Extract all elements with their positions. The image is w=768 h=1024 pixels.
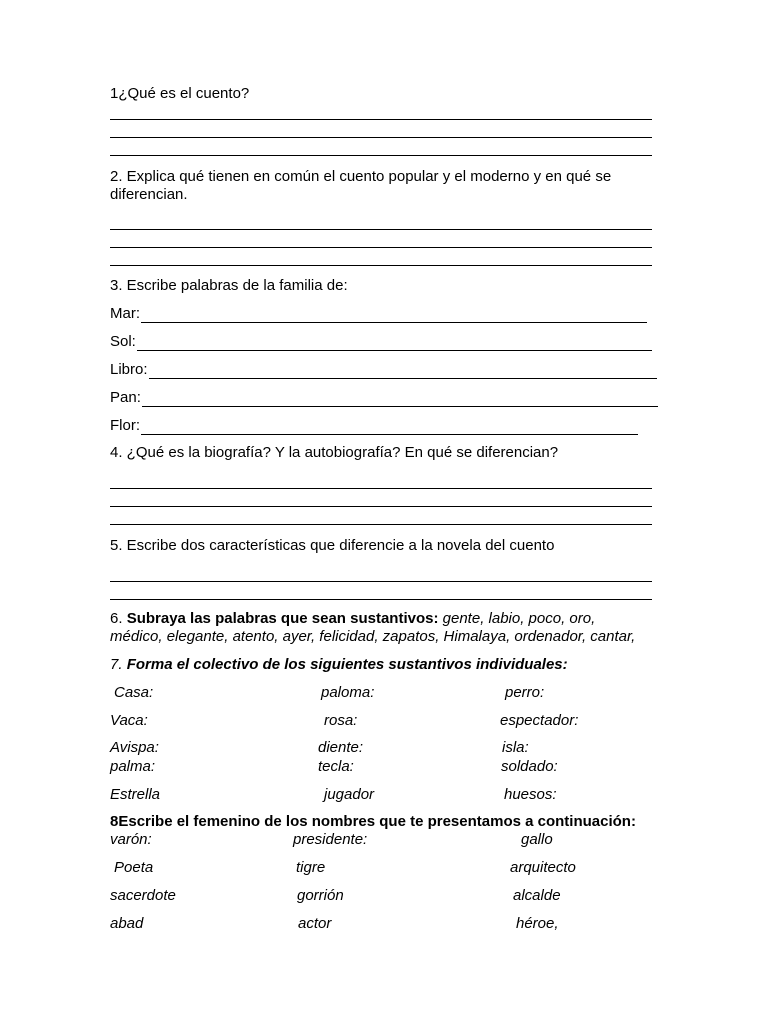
collective-item: Estrella xyxy=(110,786,161,803)
answer-line[interactable] xyxy=(110,581,652,582)
collective-item: palma: xyxy=(110,758,156,775)
feminine-item: tigre xyxy=(296,859,326,876)
answer-line[interactable] xyxy=(110,155,652,156)
answer-line[interactable] xyxy=(110,599,652,600)
answer-line[interactable] xyxy=(110,524,652,525)
answer-line[interactable] xyxy=(110,119,652,120)
question-4-title: 4. ¿Qué es la biografía? Y la autobiografía? En qué se diferencian? xyxy=(110,444,559,461)
collective-item: Casa: xyxy=(114,684,154,701)
word-label: Flor: xyxy=(110,417,140,434)
answer-line[interactable] xyxy=(110,265,652,266)
answer-line[interactable] xyxy=(149,364,657,379)
question-2-title-cont: diferencian. xyxy=(110,186,188,203)
collective-item: huesos: xyxy=(504,786,557,803)
collective-item: diente: xyxy=(318,739,364,756)
question-5-title: 5. Escribe dos características que diferencie a la novela del cuento xyxy=(110,537,555,554)
question-number: 7. xyxy=(110,656,127,673)
feminine-item: abad xyxy=(110,915,144,932)
answer-line[interactable] xyxy=(110,247,652,248)
answer-line[interactable] xyxy=(110,488,652,489)
question-6-instruction: Subraya las palabras que sean sustantivos: xyxy=(126,610,439,627)
answer-line[interactable] xyxy=(110,137,652,138)
feminine-item: actor xyxy=(298,915,332,932)
word-family-sol xyxy=(110,333,652,351)
word-label: Pan: xyxy=(110,389,141,406)
question-1-title: 1¿Qué es el cuento? xyxy=(110,85,250,102)
collective-item: paloma: xyxy=(321,684,375,701)
collective-item: tecla: xyxy=(318,758,354,775)
question-7-title xyxy=(110,656,568,674)
question-6-words: gente, labio, poco, oro, xyxy=(438,610,596,627)
word-label: Sol: xyxy=(110,333,136,350)
question-2-title: 2. Explica qué tienen en común el cuento popular y el moderno y en qué se xyxy=(110,168,612,185)
feminine-item: arquitecto xyxy=(510,859,576,876)
word-family-mar xyxy=(110,305,647,323)
answer-line[interactable] xyxy=(141,420,638,435)
collective-item: espectador: xyxy=(500,712,579,729)
feminine-item: presidente: xyxy=(293,831,368,848)
word-label: Mar: xyxy=(110,305,140,322)
answer-line[interactable] xyxy=(142,392,658,407)
word-label: Libro: xyxy=(110,361,148,378)
collective-item: jugador xyxy=(324,786,375,803)
feminine-item: héroe, xyxy=(516,915,559,932)
collective-item: isla: xyxy=(502,739,529,756)
collective-item: Vaca: xyxy=(110,712,148,729)
collective-item: perro: xyxy=(505,684,545,701)
feminine-item: alcalde xyxy=(513,887,561,904)
collective-item: Avispa: xyxy=(110,739,159,756)
question-number: 6. xyxy=(110,610,127,627)
answer-line[interactable] xyxy=(110,506,652,507)
collective-item: soldado: xyxy=(501,758,558,775)
question-6-words-cont: médico, elegante, atento, ayer, felicidad, zapatos, Himalaya, ordenador, cantar, xyxy=(110,628,636,645)
question-8-title: 8Escribe el femenino de los nombres que te presentamos a continuación: xyxy=(110,813,636,830)
word-family-flor xyxy=(110,417,638,435)
question-7-instruction: Forma el colectivo de los siguientes sustantivos individuales: xyxy=(126,656,568,673)
feminine-item: gorrión xyxy=(297,887,344,904)
answer-line[interactable] xyxy=(141,308,647,323)
feminine-item: gallo xyxy=(521,831,553,848)
question-6-title xyxy=(110,610,595,628)
feminine-item: varón: xyxy=(110,831,152,848)
word-family-pan xyxy=(110,389,658,407)
answer-line[interactable] xyxy=(110,229,652,230)
word-family-libro xyxy=(110,361,657,379)
answer-line[interactable] xyxy=(137,336,652,351)
feminine-item: sacerdote xyxy=(110,887,176,904)
question-3-title: 3. Escribe palabras de la familia de: xyxy=(110,277,348,294)
feminine-item: Poeta xyxy=(114,859,154,876)
collective-item: rosa: xyxy=(324,712,358,729)
